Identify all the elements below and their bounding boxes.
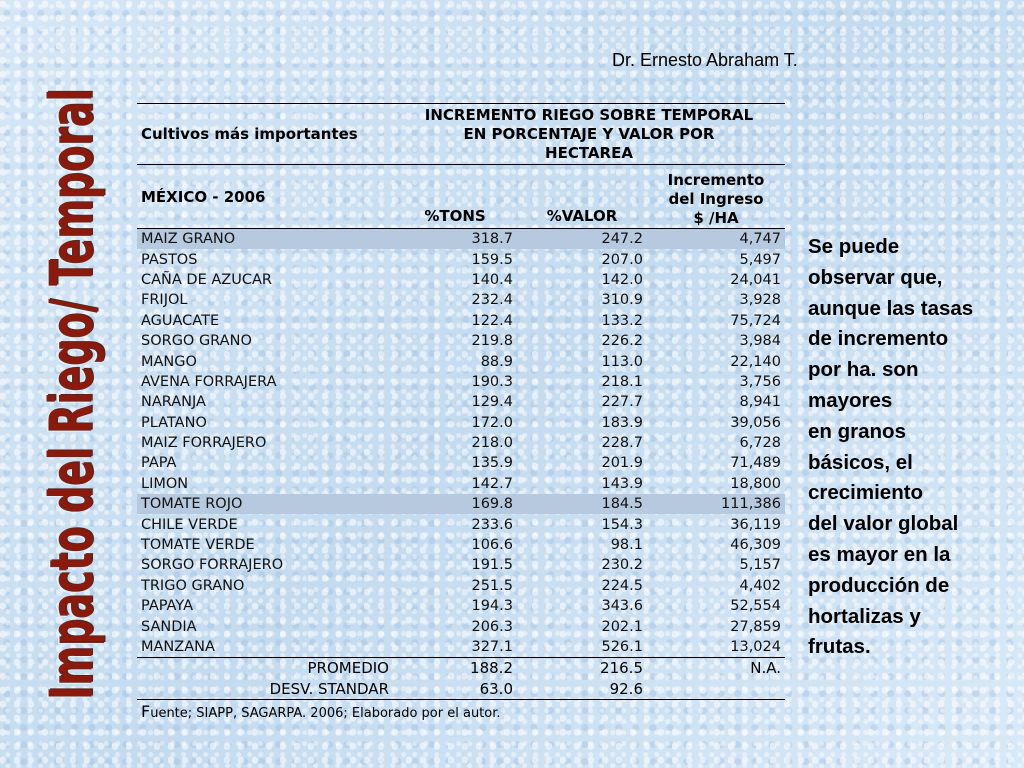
note-line: crecimiento (808, 481, 924, 505)
crop-cell: AVENA FORRAJERA (141, 373, 277, 390)
ingreso-cell: 4,747 (647, 229, 785, 250)
note-line: en granos (808, 419, 906, 443)
tons-cell: 172.0 (471, 414, 513, 431)
promedio-tons: 188.2 (470, 659, 513, 678)
ingreso-cell: 111,386 (647, 494, 785, 514)
note-line: de incremento (808, 327, 949, 351)
tons-cell: 190.3 (471, 373, 513, 390)
header-tons: %TONS (393, 165, 517, 229)
ingreso-cell: 39,056 (730, 414, 781, 431)
promedio-valor: 216.5 (600, 659, 643, 678)
note-line: hortalizas y (808, 604, 921, 628)
crop-cell: SORGO FORRAJERO (141, 557, 284, 574)
table-row (137, 494, 785, 514)
ingreso-cell: 5,157 (739, 557, 781, 574)
tons-cell: 88.9 (480, 353, 513, 370)
desv-valor: 92.6 (517, 679, 647, 700)
crop-cell: CHILE VERDE (141, 516, 238, 533)
table-row (137, 290, 785, 310)
crop-cell: AGUACATE (141, 312, 220, 329)
note-line: Se puede (808, 235, 900, 258)
ingreso-cell: 3,756 (739, 373, 781, 390)
tons-cell: 106.6 (471, 537, 513, 554)
note-line: aunque las tasas (808, 296, 974, 320)
valor-cell: 310.9 (601, 292, 643, 309)
ingreso-cell: 52,554 (730, 598, 781, 615)
crop-cell: TOMATE ROJO (137, 494, 393, 514)
valor-cell: 202.1 (601, 618, 643, 635)
tons-cell: 169.8 (393, 494, 517, 514)
crop-cell: MANZANA (137, 637, 393, 658)
ingreso-cell: 8,941 (739, 394, 781, 411)
crop-cell: NARANJA (141, 394, 206, 411)
ingreso-cell: 71,489 (730, 455, 781, 472)
tons-cell: 159.5 (471, 251, 513, 268)
valor-cell: 207.0 (601, 251, 643, 268)
table-row (137, 413, 785, 433)
valor-cell: 143.9 (601, 475, 643, 492)
table-row (137, 433, 785, 453)
tons-cell: 233.6 (471, 516, 513, 533)
table-row (137, 249, 785, 269)
crop-cell: TRIGO GRANO (141, 577, 245, 594)
valor-cell: 184.5 (517, 494, 647, 514)
table-row (137, 576, 785, 596)
crop-cell: PAPA (141, 455, 177, 472)
valor-cell: 224.5 (601, 577, 643, 594)
ingreso-cell: 27,859 (730, 618, 781, 635)
desv-label: DESV. STANDAR (137, 679, 393, 700)
ingreso-cell: 22,140 (730, 353, 781, 370)
valor-cell: 183.9 (601, 414, 643, 431)
promedio-ingreso: N.A. (750, 659, 781, 678)
ingreso-cell: 6,728 (739, 435, 781, 452)
table-row (137, 311, 785, 331)
table-row (137, 474, 785, 494)
ingreso-cell: 3,928 (739, 292, 781, 309)
tons-cell: 219.8 (471, 333, 513, 350)
tons-cell: 327.1 (393, 637, 517, 658)
crop-cell: CAÑA DE AZUCAR (141, 271, 272, 288)
ingreso-cell: 46,309 (730, 537, 781, 554)
tons-cell: 135.9 (471, 455, 513, 472)
valor-cell: 230.2 (601, 557, 643, 574)
tons-cell: 318.7 (393, 229, 517, 250)
header-region: MÉXICO - 2006 (137, 165, 393, 229)
tons-cell: 206.3 (471, 618, 513, 635)
table-row (137, 270, 785, 290)
source-note: Fuente; SIAPP, SAGARPA. 2006; Elaborado por el autor. (141, 702, 501, 721)
tons-cell: 251.5 (471, 577, 513, 594)
table-row (137, 555, 785, 575)
table-row (137, 453, 785, 473)
crop-cell: MAIZ GRANO (137, 229, 393, 250)
valor-cell: 228.7 (601, 435, 643, 452)
note-line: por ha. son (808, 358, 919, 382)
ingreso-cell: 75,724 (730, 312, 781, 329)
header-valor: %VALOR (517, 165, 647, 229)
crop-cell: SANDIA (141, 618, 197, 635)
valor-cell: 247.2 (517, 229, 647, 250)
ingreso-cell: 13,024 (647, 637, 785, 658)
tons-cell: 191.5 (471, 557, 513, 574)
valor-cell: 98.1 (610, 537, 643, 554)
desv-tons: 63.0 (393, 679, 517, 700)
table-row (137, 616, 785, 636)
table-row (137, 535, 785, 555)
note-line: frutas. (808, 635, 871, 659)
tons-cell: 194.3 (471, 598, 513, 615)
table-row (137, 514, 785, 534)
header-ingreso: Incremento del Ingreso $ /HA (647, 165, 785, 229)
note-line: del valor global (808, 512, 959, 536)
table-row (137, 351, 785, 371)
crop-cell: PASTOS (141, 251, 198, 268)
crop-cell: PLATANO (141, 414, 207, 431)
slide-title: Impacto del Riego/ Temporal (37, 88, 106, 700)
table-row (137, 372, 785, 392)
valor-cell: 201.9 (601, 455, 643, 472)
ingreso-cell: 18,800 (730, 475, 781, 492)
table-body (137, 229, 785, 658)
table-row (137, 596, 785, 616)
valor-cell: 226.2 (601, 333, 643, 350)
table-row (137, 637, 785, 658)
valor-cell: 154.3 (601, 516, 643, 533)
valor-cell: 133.2 (601, 312, 643, 329)
crop-cell: PAPAYA (141, 598, 193, 615)
crop-cell: SORGO GRANO (141, 333, 252, 350)
ingreso-cell: 36,119 (730, 516, 781, 533)
valor-cell: 343.6 (601, 598, 643, 615)
table-row (137, 331, 785, 351)
observation-text (808, 232, 1008, 663)
author-name: Dr. Ernesto Abraham T. (612, 50, 798, 70)
tons-cell: 140.4 (471, 271, 513, 288)
note-line: básicos, el (808, 450, 913, 474)
tons-cell: 122.4 (471, 312, 513, 329)
valor-cell: 218.1 (601, 373, 643, 390)
header-crops: Cultivos más importantes (137, 104, 393, 165)
promedio-label: PROMEDIO (307, 659, 389, 678)
table-row (137, 229, 785, 250)
tons-cell: 142.7 (471, 475, 513, 492)
note-line: mayores (808, 388, 893, 412)
crop-cell: TOMATE VERDE (141, 537, 255, 554)
valor-cell: 142.0 (601, 271, 643, 288)
header-main: INCREMENTO RIEGO SOBRE TEMPORAL EN PORCENTAJE Y VALOR POR HECTAREA (393, 104, 785, 165)
tons-cell: 218.0 (471, 435, 513, 452)
valor-cell: 113.0 (601, 353, 643, 370)
note-line: observar que, (808, 265, 943, 289)
crop-cell: MANGO (141, 353, 197, 370)
crop-cell: LIMON (141, 475, 189, 492)
table-row (137, 392, 785, 412)
data-table (137, 103, 785, 700)
valor-cell: 526.1 (517, 637, 647, 658)
crop-cell: FRIJOL (141, 292, 188, 309)
ingreso-cell: 24,041 (730, 271, 781, 288)
tons-cell: 129.4 (471, 394, 513, 411)
note-line: es mayor en la (808, 542, 951, 566)
ingreso-cell: 4,402 (739, 577, 781, 594)
note-line: producción de (808, 573, 950, 597)
ingreso-cell: 3,984 (739, 333, 781, 350)
crop-cell: MAIZ FORRAJERO (141, 435, 267, 452)
tons-cell: 232.4 (471, 292, 513, 309)
desv-ingreso (647, 679, 785, 700)
valor-cell: 227.7 (601, 394, 643, 411)
ingreso-cell: 5,497 (739, 251, 781, 268)
